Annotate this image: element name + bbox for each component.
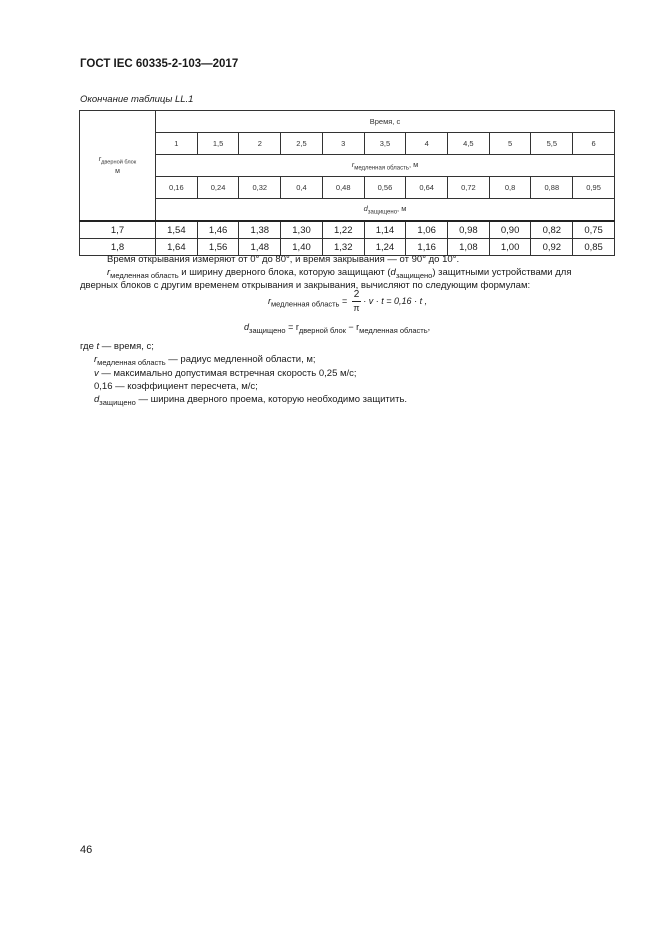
d-subscript: защищено xyxy=(99,397,136,407)
r-subscript: медленная область xyxy=(110,270,179,280)
time-cell: 1 xyxy=(156,133,198,155)
r-slow-cell: 0,88 xyxy=(531,177,573,199)
formula-subscript: медленная область xyxy=(359,325,428,335)
text-segment: — время, с; xyxy=(99,341,154,352)
page-number: 46 xyxy=(80,844,93,856)
table-cell: 1,56 xyxy=(197,239,239,256)
table-cell: 1,32 xyxy=(322,239,364,256)
formula-r-slow xyxy=(268,289,427,314)
table-cell: 1,30 xyxy=(281,221,323,239)
r-symbol: r xyxy=(107,267,111,278)
table-cell: 1,48 xyxy=(239,239,281,256)
d-subscript: защищено xyxy=(395,270,433,280)
r-subscript: медленная область xyxy=(97,357,166,367)
table-header-row xyxy=(80,111,615,133)
formula-term: − r xyxy=(345,322,360,332)
unit-label: м xyxy=(115,168,120,176)
paragraph-formula-intro xyxy=(107,267,571,280)
table-cell: 0,82 xyxy=(531,221,573,239)
r-slow-cell: 0,8 xyxy=(489,177,531,199)
definition-coefficient: 0,16 — коэффициент пересчета, м/с; xyxy=(94,381,258,392)
formula-lhs-symbol: d xyxy=(244,322,250,332)
r-slow-cell: 0,32 xyxy=(239,177,281,199)
table-cell: 1,00 xyxy=(489,239,531,256)
time-cell: 6 xyxy=(573,133,615,155)
fraction-denominator: π xyxy=(353,303,360,313)
time-cell: 2 xyxy=(239,133,281,155)
time-cell: 5 xyxy=(489,133,531,155)
text-segment: где xyxy=(80,341,97,352)
time-cell: 5,5 xyxy=(531,133,573,155)
table-cell: 0,75 xyxy=(573,221,615,239)
d-protected-header xyxy=(156,199,615,222)
r-slow-cell: 0,16 xyxy=(156,177,198,199)
table-row xyxy=(80,239,615,256)
definition-r-slow xyxy=(94,354,316,367)
table-cell: 1,38 xyxy=(239,221,281,239)
row-r-value: 1,8 xyxy=(80,239,156,256)
formula-end: , xyxy=(427,322,431,332)
table-cell: 1,24 xyxy=(364,239,406,256)
unit-label: , м xyxy=(397,203,407,213)
formula-d-protected xyxy=(244,322,430,335)
table-cell: 1,06 xyxy=(406,221,448,239)
definition-d-protected xyxy=(94,394,407,407)
fraction-numerator: 2 xyxy=(353,289,360,300)
table-cell: 1,08 xyxy=(448,239,490,256)
row-header-cell xyxy=(80,111,156,222)
table-cell: 1,22 xyxy=(322,221,364,239)
time-cell: 3,5 xyxy=(364,133,406,155)
r-slow-cell: 0,95 xyxy=(573,177,615,199)
definition-text: — радиус медленной области, м; xyxy=(165,354,316,365)
r-slow-cell: 0,24 xyxy=(197,177,239,199)
r-slow-header-row xyxy=(80,155,615,177)
time-cell: 1,5 xyxy=(197,133,239,155)
equals-sign: = xyxy=(339,295,350,306)
r-slow-cell: 0,56 xyxy=(364,177,406,199)
unit-label: , м xyxy=(408,159,419,169)
table-caption: Окончание таблицы LL.1 xyxy=(80,94,194,105)
table-cell: 1,54 xyxy=(156,221,198,239)
d-subscript: защищено xyxy=(367,209,398,216)
definition-text: — максимально допустимая встречная скорость 0,25 м/с; xyxy=(98,368,357,379)
data-table xyxy=(79,110,615,256)
formula-lhs-subscript: медленная область xyxy=(271,299,340,309)
time-cell: 4,5 xyxy=(448,133,490,155)
document-header: ГОСТ IEC 60335-2-103—2017 xyxy=(80,58,239,70)
table-cell: 0,92 xyxy=(531,239,573,256)
table-cell: 1,40 xyxy=(281,239,323,256)
table-cell: 1,46 xyxy=(197,221,239,239)
paragraph-formula-intro-cont: дверных блоков с другим временем открывания и закрывания, вычисляют по следующим формулам: xyxy=(80,280,531,291)
definition-v xyxy=(94,368,357,379)
table-cell: 1,14 xyxy=(364,221,406,239)
r-slow-cell: 0,48 xyxy=(322,177,364,199)
formula-subscript: дверной блок xyxy=(298,325,346,335)
r-slow-cell: 0,72 xyxy=(448,177,490,199)
formula-rhs: · v · t = 0,16 · t , xyxy=(363,295,428,306)
r-symbol: r xyxy=(351,159,355,169)
time-header: Время, с xyxy=(156,111,615,133)
table-cell: 1,64 xyxy=(156,239,198,256)
d-symbol: d xyxy=(363,203,368,213)
d-symbol: d xyxy=(94,394,100,405)
row-r-value: 1,7 xyxy=(80,221,156,239)
table-cell: 0,85 xyxy=(573,239,615,256)
d-header-row xyxy=(80,199,615,222)
r-symbol: r xyxy=(98,155,102,163)
text-segment: и ширину дверного блока, которую защищают ( xyxy=(178,267,391,278)
t-symbol: t xyxy=(96,341,100,352)
definition-text: — ширина дверного проема, которую необходимо защитить. xyxy=(135,394,408,405)
time-cell: 3 xyxy=(322,133,364,155)
v-symbol: v xyxy=(94,368,99,379)
table-cell: 0,98 xyxy=(448,221,490,239)
text-segment: ) защитными устройствами для xyxy=(432,267,572,278)
where-line xyxy=(80,341,154,352)
times-row xyxy=(80,133,615,155)
time-cell: 2,5 xyxy=(281,133,323,155)
table-cell: 0,90 xyxy=(489,221,531,239)
fraction xyxy=(352,289,362,314)
r-slow-cell: 0,64 xyxy=(406,177,448,199)
r-subscript: дверной блок xyxy=(101,159,137,166)
r-slow-values-row xyxy=(80,177,615,199)
table-cell: 1,16 xyxy=(406,239,448,256)
r-slow-header xyxy=(156,155,615,177)
time-cell: 4 xyxy=(406,133,448,155)
formula-lhs-subscript: защищено xyxy=(249,325,286,335)
table-row xyxy=(80,221,615,239)
formula-term: = r xyxy=(285,322,299,332)
r-symbol: r xyxy=(94,354,98,365)
r-subscript: медленная область xyxy=(354,165,409,172)
d-symbol: d xyxy=(390,267,396,278)
paragraph-time-range: Время открывания измеряют от 0° до 80°, и время закрывания — от 90° до 10°. xyxy=(107,254,460,265)
formula-lhs-symbol: r xyxy=(268,295,271,306)
r-slow-cell: 0,4 xyxy=(281,177,323,199)
